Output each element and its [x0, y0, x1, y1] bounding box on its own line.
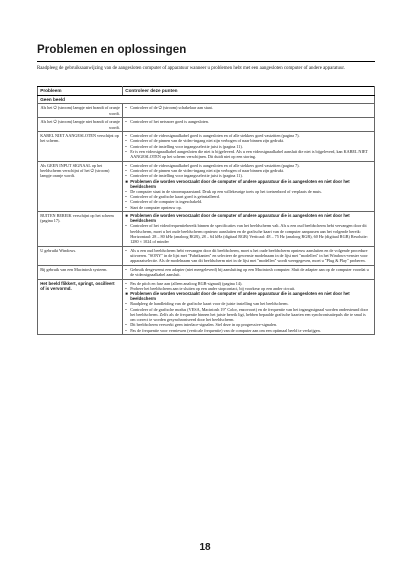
troubleshooting-table [37, 86, 375, 335]
check-item: • Dit beeldscherm verwerkt geen interlace-signalen. Stel deze in op progressive-signalen. [125, 322, 372, 327]
table-row [38, 246, 375, 265]
problem-cell: U gebruikt Windows. [38, 246, 123, 265]
check-list [125, 133, 372, 159]
check-item: • Controleer of de instelling voor ingangsselectie juist is (pagina 11). [125, 173, 372, 178]
check-item: • Controleer of de computer is ingeschakeld. [125, 199, 372, 204]
check-item: • Pas de pitch en fase aan (alleen analoog RGB-signaal) (pagina 14). [125, 281, 372, 286]
problem-cell: BUITEN BEREIK verschijnt op het scherm (pagina 17). [38, 211, 123, 246]
check-list [125, 105, 372, 110]
check-item: • Raadpleeg de handleiding van de grafische kaart voor de juiste instelling van het beeldscherm. [125, 301, 372, 306]
problem-cell: KABEL NIET AANGESLOTEN verschijnt op het scherm. [38, 132, 123, 162]
check-item: • Controleer of de grafische modus (VESA, Macintosh 19" Color, enzovoort) en de frequentie van het ingangssignaal worden ondersteund door het beeldscherm. Zelfs als de frequentie binnen het juiste bereik ligt, hebben bepaalde grafische kaarten een synchronisatiepuls die te smal is om correct te worden gesynchroniseerd door het beeldscherm. [125, 307, 372, 323]
check-cell [123, 161, 375, 211]
header-check: Controleer deze punten [123, 87, 375, 96]
check-item: • Probeer het beeldscherm aan te sluiten op een ander stopcontact, bij voorkeur op een ander circuit. [125, 286, 372, 291]
check-cell [123, 265, 375, 279]
table-row [38, 132, 375, 162]
section-heading: ■ Problemen die worden veroorzaakt door de computer of andere apparatuur die is aangesloten en niet door het beeldscherm [125, 291, 372, 301]
check-item: • Gebruik desgewenst een adapter (niet meegeleverd) bij aansluiting op een Macintosh computer. Sluit de adapter aan op de computer voordat u de videosignaalkabel aansluit. [125, 267, 372, 278]
check-item: • Controleer of het videofrequentiebereik binnen de specificaties van het beeldscherm valt. Als u een oud beeldscherm hebt vervangen door dit beeldscherm, moet u het oude beeldscherm opnieuw aansluiten en de grafische kaart van de computer aanpassen aan het volgende bereik: Horizontaal: 28 – 80 kHz (analoog RGB), 28 – 64 kHz (digitaal RGB) Verticaal: 48 – 75 Hz (analoog RGB), 60 Hz (digitaal RGB) Resolutie: 1280 × 1024 of minder [125, 223, 372, 244]
header-problem: Probleem [38, 87, 123, 96]
group-row [38, 95, 375, 104]
section-heading: ■ Problemen die worden veroorzaakt door de computer of andere apparatuur die is aangesloten en niet door het beeldscherm [125, 179, 372, 189]
problem-cell: Het beeld flikkert, springt, oscilleert of is vervormd. [38, 279, 123, 335]
table-row [38, 161, 375, 211]
page-number: 18 [199, 542, 211, 553]
check-item: • Pas de frequentie voor verniewen (verticale frequentie) van de computer aan om een optimaal beeld te verkrijgen. [125, 328, 372, 333]
group-label: Geen beeld [38, 95, 375, 104]
table-row [38, 211, 375, 246]
title-divider [37, 61, 375, 62]
check-list [125, 163, 372, 210]
check-cell [123, 132, 375, 162]
check-item: • Controleer of de pinnen van de video-ingang niet zijn verbogen of naar binnen zijn gedrukt. [125, 168, 372, 173]
table-body [38, 95, 375, 334]
table-row [38, 104, 375, 118]
check-cell [123, 279, 375, 335]
check-item: • Controleer of het netsnoer goed is aangesloten. [125, 119, 372, 124]
check-cell [123, 211, 375, 246]
check-item: • Controleer of de instelling voor ingangsselectie juist is (pagina 11). [125, 144, 372, 149]
check-item: • Controleer of de videosignaalkabel goed is aangesloten en of alle stekkers goed vastzitten (pagina 7). [125, 133, 372, 138]
check-item: • Controleer of de pinnen van de video-ingang niet zijn verbogen of naar binnen zijn gedrukt. [125, 138, 372, 143]
table-row [38, 279, 375, 335]
problem-cell: Als GEEN INPUT SIGNAAL op het beeldscherm verschijnt of het ⏻ (stroom) lampje oranje wordt. [38, 161, 123, 211]
check-item: • Controleer of de ⏻ (stroom) schakelaar aan staat. [125, 105, 372, 110]
check-cell [123, 246, 375, 265]
check-item: • De computer staat in de stroomspaarstand. Druk op een willekeurige toets op het toetsenbord of verplaats de muis. [125, 189, 372, 194]
problem-cell: Als het ⏻ (stroom) lampje niet brandt of oranje wordt. [38, 104, 123, 118]
table-row [38, 265, 375, 279]
intro-paragraph: Raadpleeg de gebruiksaanwijzing van de aangesloten computer of apparatuur wanneer u problemen hebt met een aangesloten computer of andere apparatuur. [37, 66, 345, 71]
page-title: Problemen en oplossingen [37, 44, 187, 56]
check-list [125, 213, 372, 244]
check-cell [123, 118, 375, 132]
check-item: • Als u een oud beeldscherm hebt vervangen door dit beeldscherm, moet u het oude beeldscherm opnieuw aansluiten en de volgende procedure uitvoeren. "SONY" in de lijst met "Fabrikanten" en selecteer de gewenste modelnaam in de lijst met "modellen" in het Windows-venster voor apparaatselectie. Als de modelnaam van dit beeldscherm niet in de lijst met "modellen" wordt weergegeven, moet u "Plug & Play" proberen. [125, 248, 372, 264]
table-header-row [38, 87, 375, 96]
check-item: • Controleer of de grafische kaart goed is geïnstalleerd. [125, 194, 372, 199]
check-list [125, 281, 372, 333]
check-item: • Er is een videosignaalkabel aangesloten die niet is bijgeleverd. Als u een videosignaalkabel aansluit die niet is bijgeleverd, kan KABEL NIET AANGESLOTEN op het scherm verschijnen. Dit duidt niet op een storing. [125, 149, 372, 160]
check-list [125, 267, 372, 278]
check-list [125, 248, 372, 264]
check-cell [123, 104, 375, 118]
problem-cell: Als het ⏻ (stroom) lampje niet brandt of oranje wordt. [38, 118, 123, 132]
check-item: • Start de computer opnieuw op. [125, 205, 372, 210]
problem-cell: Bij gebruik van een Macintosh systeem. [38, 265, 123, 279]
table-row [38, 118, 375, 132]
check-list [125, 119, 372, 124]
section-heading: ■ Problemen die worden veroorzaakt door de computer of andere apparatuur die is aangesloten en niet door het beeldscherm [125, 213, 372, 223]
check-item: • Controleer of de videosignaalkabel goed is aangesloten en of alle stekkers goed vastzitten (pagina 7). [125, 163, 372, 168]
